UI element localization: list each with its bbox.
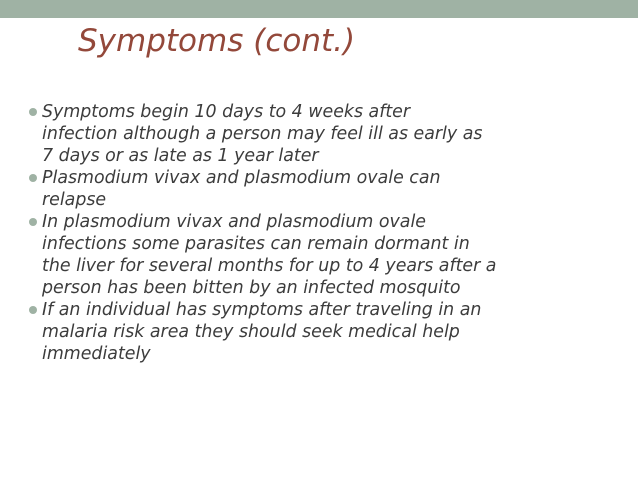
bullet-item (40, 299, 600, 365)
top-accent-bar (0, 0, 638, 18)
bullet-dot-icon (29, 306, 37, 314)
bullet-line: person has been bitten by an infected mosquito (42, 278, 461, 298)
bullet-line: Plasmodium vivax and plasmodium ovale can (42, 168, 441, 188)
bullet-line: In plasmodium vivax and plasmodium ovale (42, 212, 426, 232)
bullet-line: Symptoms begin 10 days to 4 weeks after (42, 102, 410, 122)
bullet-line: relapse (42, 190, 107, 210)
bullet-line: immediately (42, 344, 151, 364)
bullet-list (40, 101, 600, 365)
bullet-line: 7 days or as late as 1 year later (42, 146, 319, 166)
bullet-item (40, 167, 600, 211)
slide-title: Symptoms (cont.) (78, 23, 356, 59)
bullet-item (40, 211, 600, 299)
bullet-item (40, 101, 600, 167)
bullet-line: infections some parasites can remain dormant in (42, 234, 470, 254)
bullet-dot-icon (29, 174, 37, 182)
bullet-dot-icon (29, 218, 37, 226)
bullet-dot-icon (29, 108, 37, 116)
bullet-line: If an individual has symptoms after traveling in an (42, 300, 482, 320)
bullet-line: malaria risk area they should seek medical help (42, 322, 460, 342)
bullet-line: the liver for several months for up to 4 years after a (42, 256, 497, 276)
bullet-line: infection although a person may feel ill as early as (42, 124, 483, 144)
